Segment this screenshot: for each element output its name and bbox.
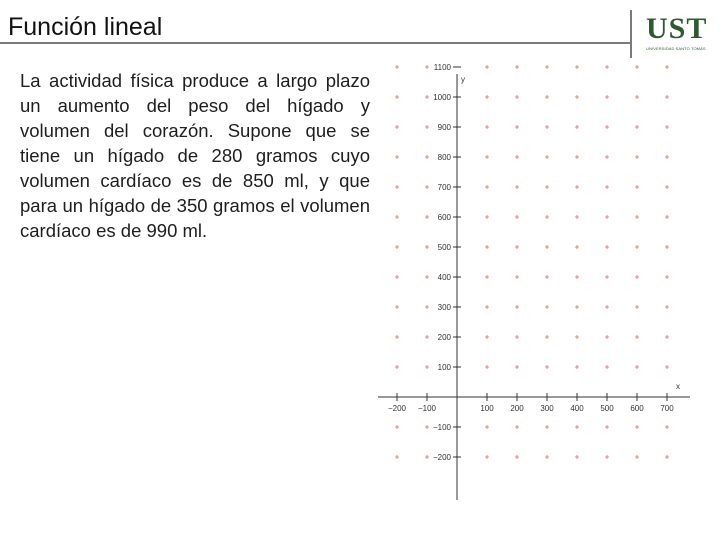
grid-mark [665,95,669,99]
grid-mark [395,365,399,369]
grid-mark [575,65,579,69]
y-tick-label: 800 [437,153,451,162]
grid-mark [575,215,579,219]
grid-mark [425,275,429,279]
grid-mark [575,95,579,99]
y-tick-label: 500 [437,243,451,252]
grid-mark [515,305,519,309]
grid-mark [485,365,489,369]
grid-mark [605,305,609,309]
grid-mark [665,185,669,189]
y-tick-label: 100 [437,363,451,372]
grid-mark [665,65,669,69]
grid-mark [635,65,639,69]
grid-mark [485,275,489,279]
grid-mark [425,455,429,459]
grid-mark [515,185,519,189]
grid-mark [605,245,609,249]
grid-mark [605,455,609,459]
problem-statement: La actividad física produce a largo plazo un aumento del peso del hígado y volumen del corazón. Supone que se tiene un hígado de 280 gramos cuyo volumen cardíaco es de 850 ml, y que para un hígado de 350 gramos el volumen cardíaco es de 990 ml. [20,70,370,241]
grid-mark [665,335,669,339]
y-axis-label: y [461,75,465,84]
x-tick-label: −200 [387,404,407,413]
grid-mark [665,125,669,129]
logo-mark: UST [646,12,708,45]
grid-mark [395,215,399,219]
grid-mark [605,275,609,279]
grid-mark [635,275,639,279]
grid-mark [395,455,399,459]
grid-mark [515,455,519,459]
grid-mark [545,215,549,219]
grid-mark [665,365,669,369]
grid-mark [575,335,579,339]
grid-mark [425,65,429,69]
coordinate-plane [378,63,698,508]
grid-mark [485,215,489,219]
grid-mark [485,95,489,99]
logo-subtitle: UNIVERSIDAD SANTO TOMÁS [646,46,706,51]
grid-mark [635,455,639,459]
y-tick-label: 1100 [433,63,451,72]
grid-mark [515,365,519,369]
grid-mark [545,65,549,69]
y-tick-label: −100 [432,423,451,432]
grid-mark [485,305,489,309]
university-logo [630,10,722,58]
grid-mark [665,275,669,279]
x-tick-label: −100 [417,404,437,413]
grid-mark [635,305,639,309]
grid-mark [575,275,579,279]
grid-mark [395,305,399,309]
grid-mark [395,185,399,189]
grid-mark [425,425,429,429]
grid-mark [515,155,519,159]
grid-mark [575,245,579,249]
x-tick-label: 700 [660,404,674,413]
grid-mark [515,215,519,219]
y-tick-label: 300 [437,303,451,312]
y-tick-label: −200 [432,453,451,462]
grid-mark [425,95,429,99]
grid-mark [485,65,489,69]
y-tick-label: 200 [437,333,451,342]
grid-mark [395,65,399,69]
grid-mark [515,275,519,279]
grid-mark [635,215,639,219]
grid-mark [605,365,609,369]
grid-mark [605,215,609,219]
grid-mark [515,245,519,249]
grid-mark [545,275,549,279]
grid-mark [485,155,489,159]
grid-mark [395,95,399,99]
grid-mark [425,155,429,159]
x-tick-label: 100 [480,404,494,413]
grid-mark [545,95,549,99]
title-divider [0,42,630,44]
grid-mark [545,125,549,129]
slide-title: Función lineal [8,13,163,41]
grid-mark [485,425,489,429]
grid-mark [575,365,579,369]
grid-mark [665,215,669,219]
grid-mark [575,185,579,189]
grid-mark [545,305,549,309]
grid-mark [425,365,429,369]
grid-mark [485,185,489,189]
grid-mark [635,335,639,339]
grid-mark [545,335,549,339]
grid-mark [515,125,519,129]
grid-mark [665,245,669,249]
grid-mark [575,125,579,129]
grid-mark [395,275,399,279]
grid-mark [395,425,399,429]
grid-mark [425,215,429,219]
grid-mark [515,95,519,99]
y-tick-label: 600 [437,213,451,222]
x-tick-label: 600 [630,404,644,413]
y-tick-label: 700 [437,183,451,192]
grid-mark [605,65,609,69]
grid-mark [635,125,639,129]
grid-mark [485,335,489,339]
y-tick-label: 1000 [433,93,451,102]
y-tick-label: 900 [437,123,451,132]
grid-mark [545,365,549,369]
grid-mark [605,335,609,339]
grid-mark [395,155,399,159]
grid-mark [485,125,489,129]
grid-mark [425,125,429,129]
grid-mark [515,425,519,429]
y-tick-label: 400 [437,273,451,282]
grid-mark [545,185,549,189]
grid-mark [575,455,579,459]
x-tick-label: 500 [600,404,614,413]
grid-mark [575,155,579,159]
grid-mark [515,65,519,69]
grid-mark [635,245,639,249]
grid-mark [545,425,549,429]
grid-mark [575,425,579,429]
grid-mark [425,185,429,189]
grid-mark [605,95,609,99]
x-tick-label: 300 [540,404,554,413]
grid-mark [635,95,639,99]
grid-mark [425,335,429,339]
grid-mark [425,245,429,249]
grid-mark [575,305,579,309]
grid-mark [605,425,609,429]
grid-mark [545,455,549,459]
grid-mark [635,365,639,369]
grid-mark [665,305,669,309]
grid-mark [545,245,549,249]
grid-mark [665,425,669,429]
grid-mark [395,125,399,129]
grid-mark [545,155,549,159]
grid-mark [635,185,639,189]
grid-mark [395,335,399,339]
grid-mark [395,245,399,249]
grid-mark [665,455,669,459]
grid-mark [485,455,489,459]
x-axis-label: x [676,382,680,391]
grid-mark [635,155,639,159]
grid-mark [425,305,429,309]
grid-mark [635,425,639,429]
grid-mark [605,125,609,129]
grid-mark [605,155,609,159]
grid-mark [515,335,519,339]
grid-mark [485,245,489,249]
grid-mark [605,185,609,189]
x-tick-label: 200 [510,404,524,413]
grid-mark [665,155,669,159]
x-tick-label: 400 [570,404,584,413]
